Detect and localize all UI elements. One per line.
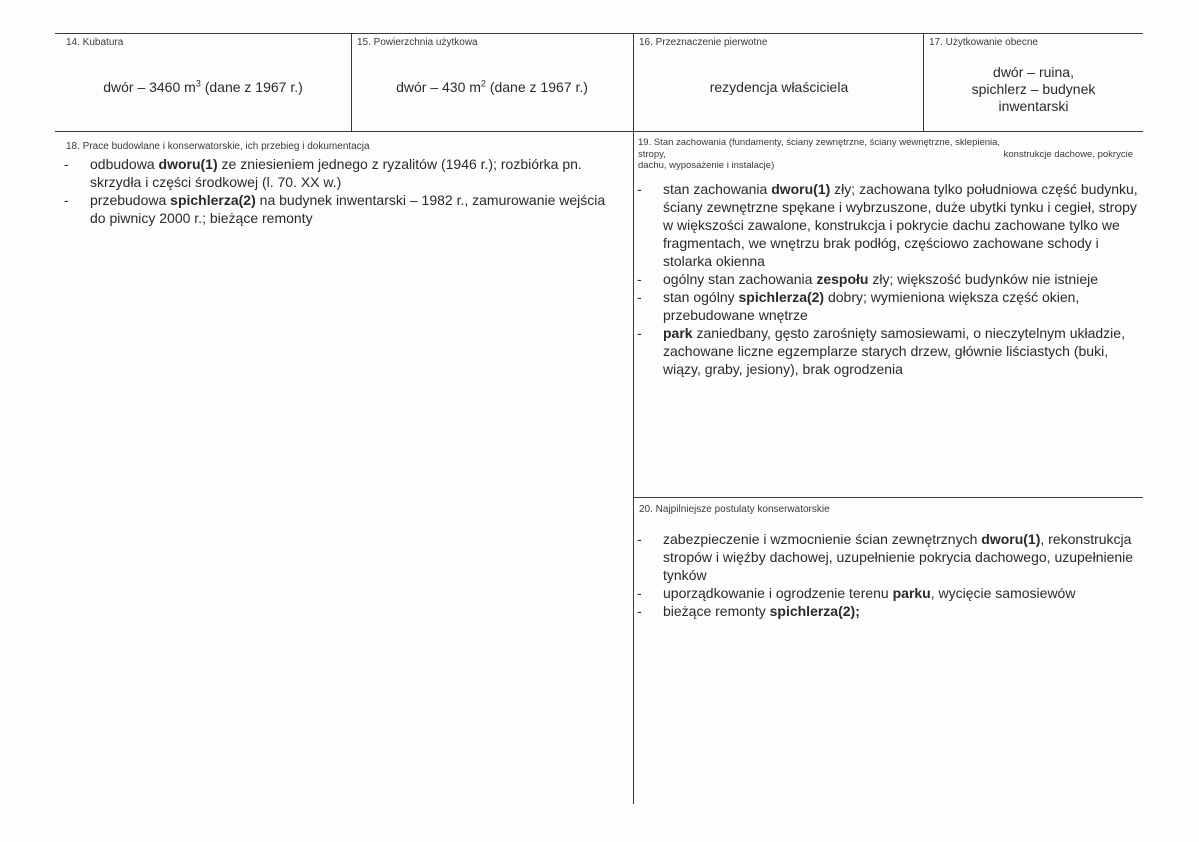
field17-value [924, 64, 1143, 115]
field14-value-note: (dane z 1967 r.) [200, 79, 303, 95]
field14-value [60, 79, 346, 96]
list-item-text-rest: , rekonstrukcja stropów i więźby dachowej, uzupełnienie pokrycia dachowego, uzupełnienie tynków [663, 531, 1134, 583]
field19-caption-line2-right: konstrukcje dachowe, pokrycie [1003, 148, 1133, 160]
list-item-bold: spichlerza(2); [769, 603, 860, 619]
list-item [633, 584, 1138, 602]
field17-value-line1: dwór – ruina, [993, 64, 1074, 80]
list-item [633, 530, 1138, 584]
field17-caption: 17. Użytkowanie obecne [929, 37, 1038, 48]
list-item-text: zabezpieczenie i wzmocnienie ścian zewnętrznych [663, 531, 982, 547]
list-item [633, 270, 1138, 288]
list-item-bold: zespołu [816, 271, 869, 287]
list-item-text-rest: na budynek inwentarski – 1982 r., zamurowanie wejścia do piwnicy 2000 r.; bieżące remonty [90, 192, 606, 226]
list-item-text-rest: , wycięcie samosiewów [930, 585, 1076, 601]
list-item-bold: dworu(1) [981, 531, 1041, 547]
list-item-text: przebudowa [90, 192, 171, 208]
list-item-bold: spichlerza(2) [170, 192, 256, 208]
list-item-bold: dworu(1) [158, 156, 218, 172]
list-item [633, 180, 1138, 270]
field15-caption: 15. Powierzchnia użytkowa [357, 37, 478, 48]
list-item-dash: - [64, 192, 69, 208]
list-item-text-rest: zaniedbany, gęsto zarośnięty samosiewami, o nieczytelnym układzie, zachowane liczne egzemplarze starych drzew, głównie liściastych (buki, wiązy, graby, jesiony), brak ogrodzenia [663, 325, 1125, 377]
list-item-dash: - [637, 271, 642, 287]
list-item-text: odbudowa [90, 156, 159, 172]
field19-caption-line2 [638, 149, 1133, 161]
field18-list [60, 155, 620, 227]
list-item-text-rest: ze zniesieniem jednego z ryzalitów (1946 r.); rozbiórka pn. skrzydła i części środkowej (l. 70. XX w.) [90, 156, 582, 190]
list-item [60, 191, 620, 227]
list-item-dash: - [637, 585, 642, 601]
list-item-bold: spichlerza(2) [738, 289, 825, 305]
field14-value-unit-exponent: 3 [195, 78, 201, 89]
field19-caption-line2-left: stropy, [638, 148, 666, 160]
list-item-text: uporządkowanie i ogrodzenie terenu [663, 585, 893, 601]
list-item-text: stan zachowania [663, 181, 772, 197]
field15-value-unit-exponent: 2 [480, 78, 486, 89]
list-item [633, 602, 1138, 620]
list-item [633, 324, 1138, 378]
field19-caption-line1: 19. Stan zachowania (fundamenty, ściany zewnętrzne, ściany wewnętrzne, sklepienia, [638, 137, 1001, 148]
list-item-text-rest: zły; zachowana tylko południowa część budynku, ściany zewnętrzne spękane i wybrzuszone, duże ubytki tynku i cegieł, stropy w większości zawalone, konstrukcja i pokrycie dachu zachowane tylko we fragmentach, we wnętrzu brak podłóg, częściowo zachowane schody i stolarka okienna [663, 181, 1138, 269]
list-item-bold: parku [892, 585, 931, 601]
list-item-bold: park [663, 325, 693, 341]
list-item-dash: - [637, 603, 642, 619]
list-item-text: bieżące remonty [663, 603, 770, 619]
field19-list [633, 180, 1138, 378]
field17-value-line2: spichlerz – budynek [971, 81, 1096, 97]
row-divider-line [55, 131, 1143, 132]
list-item-dash: - [637, 531, 642, 547]
field20-top-line [633, 497, 1143, 498]
list-item-text: ogólny stan zachowania [663, 271, 817, 287]
list-item-dash: - [637, 325, 642, 341]
list-item-text-rest: dobry; wymieniona większa część okien, przebudowane wnętrze [663, 289, 1080, 323]
field18-caption: 18. Prace budowlane i konserwatorskie, ich przebieg i dokumentacja [66, 141, 370, 152]
field16-caption: 16. Przeznaczenie pierwotne [639, 37, 768, 48]
list-item [633, 288, 1138, 324]
list-item-dash: - [64, 156, 69, 172]
field16-value: rezydencja właściciela [709, 79, 849, 95]
field19-caption-line3: dachu, wyposażenie i instalacje) [638, 160, 775, 171]
field15-value [352, 79, 632, 96]
top-border-line [55, 33, 1143, 34]
list-item-bold: dworu(1) [771, 181, 831, 197]
field19-caption [638, 137, 1133, 172]
list-item-text-rest: zły; większość budynków nie istnieje [868, 271, 1098, 287]
list-item-dash: - [637, 289, 642, 305]
field15-value-note: (dane z 1967 r.) [485, 79, 588, 95]
list-item-text: stan ogólny [663, 289, 739, 305]
field14-caption: 14. Kubatura [66, 37, 124, 48]
page-bottom-margin [0, 804, 1199, 842]
field20-caption: 20. Najpilniejsze postulaty konserwatorskie [639, 504, 830, 515]
field14-value-text: dwór – 3460 m [103, 79, 196, 95]
list-item-dash: - [637, 181, 642, 197]
field20-list [633, 530, 1138, 620]
list-item [60, 155, 620, 191]
column-divider-16 [633, 33, 634, 804]
field15-value-text: dwór – 430 m [396, 79, 481, 95]
field17-value-line3: inwentarski [998, 98, 1069, 114]
